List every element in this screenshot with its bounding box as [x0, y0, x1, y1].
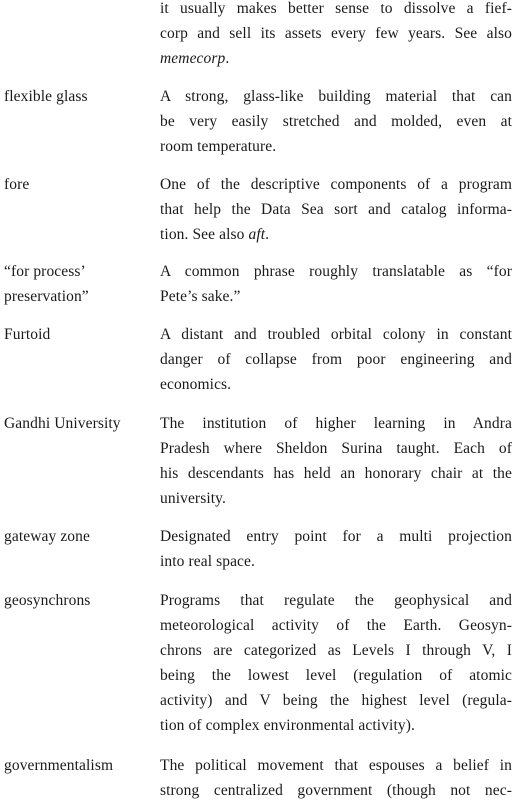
glossary-term [4, 322, 154, 347]
definition-line-text: tion. See also [160, 226, 249, 243]
definition [160, 172, 512, 247]
definition-line [160, 46, 512, 71]
definition-line: it usually makes better sense to dissolve a fief- [160, 0, 512, 17]
glossary-term [4, 411, 154, 436]
cross-reference: aft [248, 226, 266, 243]
term-line: governmentalism [4, 757, 114, 774]
term-line: fore [4, 176, 30, 193]
definition [160, 588, 512, 738]
term-line: “for process’ [4, 263, 86, 280]
definition-line: The institution of higher learning in Andra [160, 415, 512, 432]
definition-line: corp and sell its assets every few years. See also [160, 25, 512, 42]
glossary-term [4, 524, 154, 549]
definition-line: university. [160, 490, 226, 507]
term-line: flexible glass [4, 88, 88, 105]
definition-line: chrons are categorized as Levels I through V, I [160, 642, 512, 659]
definition [160, 259, 512, 309]
definition-line [160, 222, 512, 247]
definition-line-text: . [225, 50, 230, 67]
term-line: Furtoid [4, 326, 51, 343]
definition [160, 322, 512, 397]
definition-line: Programs that regulate the geophysical and [160, 592, 512, 609]
definition-line: Pradesh where Sheldon Surina taught. Each of [160, 440, 512, 457]
definition-line: into real space. [160, 553, 255, 570]
glossary-term [4, 753, 154, 778]
term-line: geosynchrons [4, 592, 91, 609]
definition-line: his descendants has held an honorary chair at the [160, 465, 512, 482]
definition-line: danger of collapse from poor engineering and [160, 351, 512, 368]
term-line: preservation” [4, 288, 89, 305]
definition-line-text: . [265, 226, 270, 243]
definition-line: activity) and V being the highest level (regula- [160, 692, 512, 709]
term-line: gateway zone [4, 528, 90, 545]
definition-line: A common phrase roughly translatable as “for [160, 263, 512, 280]
glossary-term [4, 84, 154, 109]
definition [160, 524, 512, 574]
definition-line: being the lowest level (regulation of atomic [160, 667, 512, 684]
definition-line: tion of complex environmental activity). [160, 717, 415, 734]
glossary-term [4, 588, 154, 613]
definition-line: strong centralized government (though not nec- [160, 782, 512, 799]
definition [160, 84, 512, 159]
definition-line: that help the Data Sea sort and catalog informa- [160, 201, 512, 218]
definition-line: economics. [160, 376, 232, 393]
definition-line: The political movement that espouses a belief in [160, 757, 512, 774]
definition [160, 0, 512, 71]
cross-reference: memecorp [160, 50, 226, 67]
definition-line: be very easily stretched and molded, even at [160, 113, 512, 130]
definition-line: room temperature. [160, 138, 277, 155]
glossary-term [4, 172, 154, 197]
definition-line: A distant and troubled orbital colony in constant [160, 326, 512, 343]
definition [160, 411, 512, 511]
glossary-term [4, 259, 154, 309]
term-line: Gandhi University [4, 415, 121, 432]
definition-line: Pete’s sake.” [160, 288, 241, 305]
definition-line: A strong, glass-like building material that can [160, 88, 512, 105]
definition-line: One of the descriptive components of a program [160, 176, 512, 193]
definition [160, 753, 512, 803]
definition-line: Designated entry point for a multi projection [160, 528, 512, 545]
definition-line: meteorological activity of the Earth. Geosyn- [160, 617, 512, 634]
